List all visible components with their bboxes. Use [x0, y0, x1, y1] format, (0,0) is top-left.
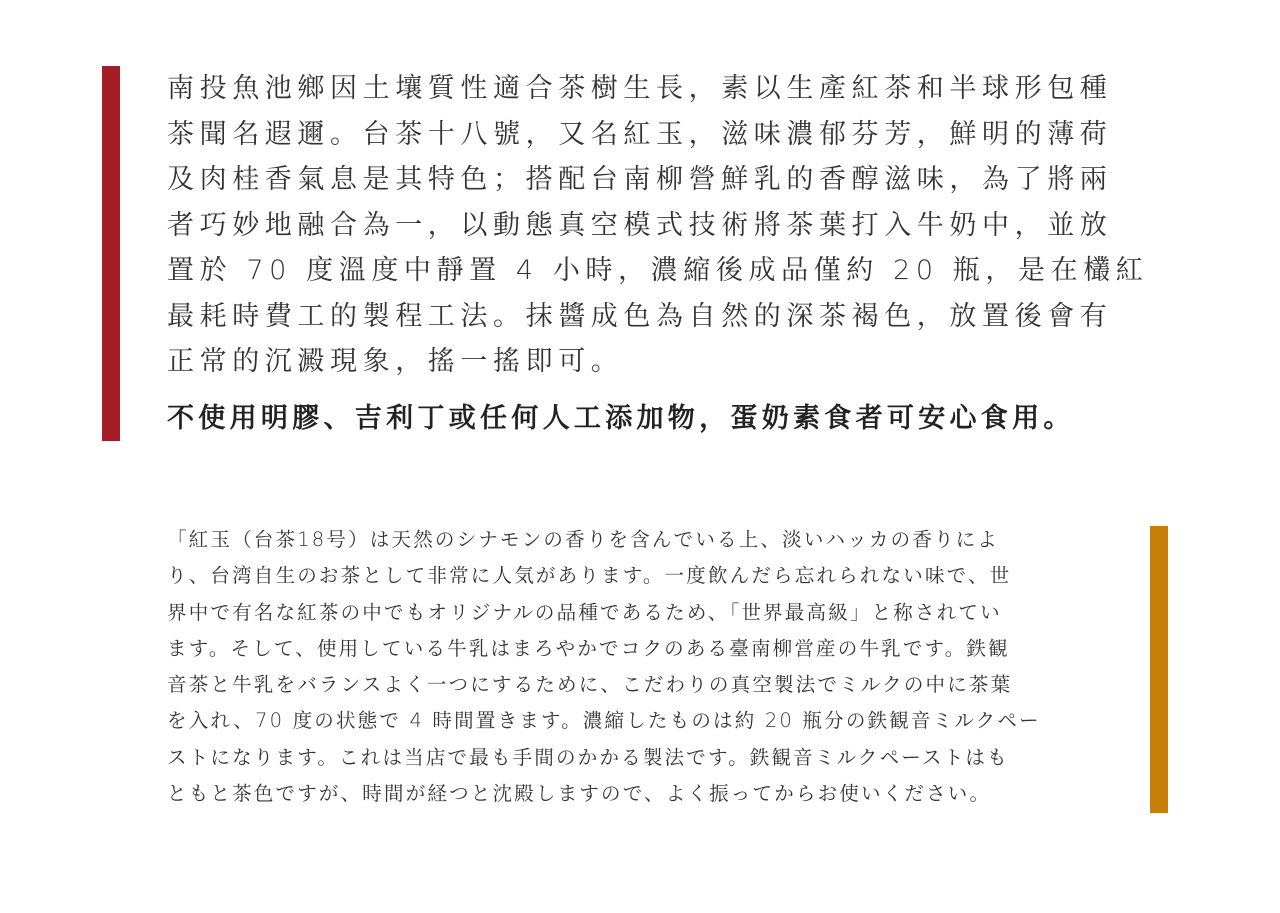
paragraph-line: 界中で有名な紅茶の中でもオリジナルの品種であるため、「世界最高級」と称されてい	[167, 600, 1002, 624]
paragraph-line: 茶聞名遐邇。台茶十八號，又名紅玉，滋味濃郁芬芳，鮮明的薄荷	[167, 118, 1113, 150]
paragraph-line: を入れ、70 度の状態で 4 時間置きます。濃縮したものは約 20 瓶分の鉄観音ミルクペー	[167, 709, 1041, 733]
chinese-description	[167, 66, 1177, 441]
paragraph-line: 最耗時費工的製程工法。抹醬成色為自然的深茶褐色，放置後會有	[167, 300, 1113, 332]
paragraph-line: 者巧妙地融合為一，以動態真空模式技術將茶葉打入牛奶中，並放	[167, 209, 1113, 241]
paragraph-line: り、台湾自生のお茶として非常に人気があります。一度飲んだら忘れられない味で、世	[167, 564, 1012, 588]
red-accent-bar	[102, 66, 120, 441]
paragraph-line: ともと茶色ですが、時間が経つと沈殿しますので、よく振ってからお使いください。	[167, 782, 992, 806]
paragraph-line: 置於 70 度溫度中靜置 4 小時，濃縮後成品僅約 20 瓶，是在欉紅	[167, 255, 1149, 286]
paragraph-line: 音茶と牛乳をバランスよく一つにするために、こだわりの真空製法でミルクの中に茶葉	[167, 673, 1013, 697]
japanese-paragraph	[167, 522, 1127, 812]
additive-free-statement: 不使用明膠、吉利丁或任何人工添加物，蛋奶素食者可安心食用。	[167, 402, 1075, 434]
gold-accent-bar	[1150, 526, 1168, 813]
paragraph-line: 正常的沉澱現象，搖一搖即可。	[167, 346, 624, 377]
paragraph-line: 及肉桂香氣息是其特色；搭配台南柳營鮮乳的香醇滋味，為了將兩	[167, 164, 1113, 195]
japanese-description	[167, 522, 1127, 812]
paragraph-line: 「紅玉（台茶18号）は天然のシナモンの香りを含んでいる上、淡いハッカの香りによ	[167, 528, 1000, 551]
paragraph-line: 南投魚池鄉因土壤質性適合茶樹生長，素以生產紅茶和半球形包種	[167, 73, 1113, 104]
paragraph-line: ストになります。これは当店で最も手間のかかる製法です。鉄観音ミルクペーストはも	[167, 745, 1009, 769]
chinese-paragraph	[167, 66, 1177, 385]
paragraph-line: ます。そして、使用している牛乳はまろやかでコクのある臺南柳営産の牛乳です。鉄観	[167, 636, 1010, 660]
